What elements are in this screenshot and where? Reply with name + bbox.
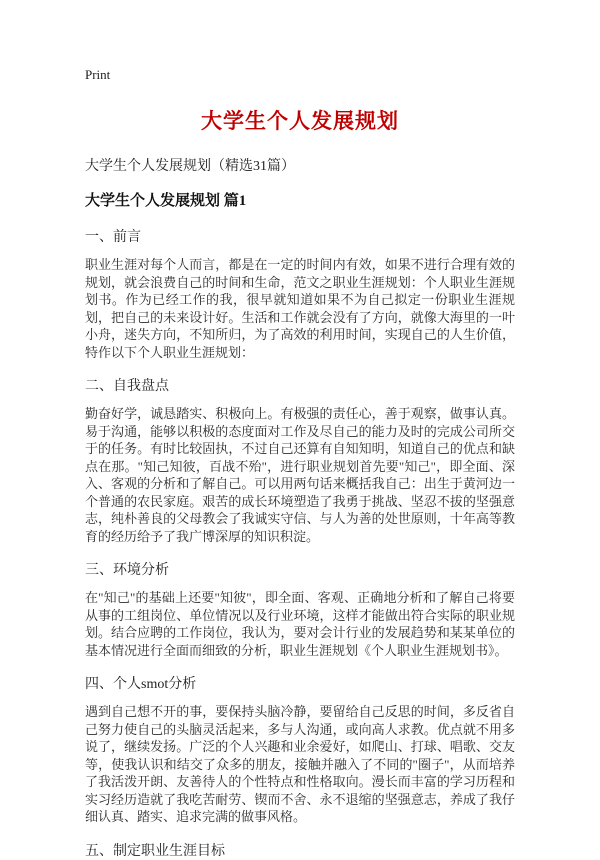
section-paragraph: 职业生涯对每个人而言，都是在一定的时间内有效，如果不进行合理有效的规划，就会浪费自己的时间和生命，范文之职业生涯规划：个人职业生涯规划书。作为已经工作的我，很早就知道如果不为自己拟定一份职业生涯规划，把自己的未来设计好。生活和工作就会没有了方向，就像大海里的一叶小舟，迷失方向，不知所归，为了高效的利用时间，实现自己的人生价值，特作以下个人职业生涯规划：	[85, 257, 515, 360]
document-section	[85, 840, 515, 860]
print-link[interactable]: Print	[85, 67, 111, 82]
section-paragraph: 在"知己"的基础上还要"知彼"，即全面、客观、正确地分析和了解自己将要从事的工组岗位、单位情况以及行业环境，这样才能做出符合实际的职业规划。结合应聘的工作岗位，我认为，要对会计行业的发展趋势和某某单位的基本情况进行全面而细致的分析，职业生涯规划《个人职业生涯规划书》。	[85, 590, 515, 658]
section-paragraph: 勤奋好学，诚恳踏实、积极向上。有极强的责任心，善于观察，做事认真。易于沟通，能够以积极的态度面对工作及尽自己的能力及时的完成公司所交于的任务。有时比较固执，不过自己还算有自知知明，知道自己的优点和缺点在那。"知己知彼，百战不殆"，进行职业规划首先要"知己"，即全面、深入、客观的分析和了解自己。可以用两句话来概括我自己：出生于黄河边一个普通的农民家庭。艰苦的成长环境塑造了我勇于挑战、坚忍不拔的坚强意志，纯朴善良的父母教会了我诚实守信、与人为善的处世原则，十年高等教育的经历给予了我广博深厚的知识积淀。	[85, 406, 515, 544]
document-section	[85, 375, 515, 545]
document-title: 大学生个人发展规划	[201, 109, 399, 133]
document-section	[85, 226, 515, 361]
section-heading: 一、前言	[85, 230, 141, 245]
section-heading: 五、制定职业生涯目标	[85, 843, 225, 859]
article-heading: 大学生个人发展规划 篇1	[85, 193, 247, 209]
document-subtitle: 大学生个人发展规划（精选31篇）	[85, 159, 295, 174]
section-heading: 二、自我盘点	[85, 379, 169, 394]
document-section	[85, 559, 515, 659]
section-heading: 三、环境分析	[85, 563, 169, 578]
document-section	[85, 673, 515, 826]
section-heading: 四、个人smot分析	[85, 677, 197, 692]
sections-container	[85, 226, 515, 860]
section-paragraph: 遇到自己想不开的事，要保持头脑冷静，要留给自己反思的时间，多反省自己努力使自己的头脑灵活起来，多与人沟通，或向高人求教。优点就不用多说了，继续发扬。广泛的个人兴趣和业余爱好，如爬山、打球、唱歌、交友等，使我认识和结交了众多的朋友，接触并融入了不同的"圈子"，从而培养了我活泼开朗、友善待人的个性特点和性格取向。漫长而丰富的学习历程和实习经历造就了我吃苦耐劳、锲而不舍、永不退缩的坚强意志，养成了我仔细认真、踏实、追求完满的做事风格。	[85, 704, 515, 824]
